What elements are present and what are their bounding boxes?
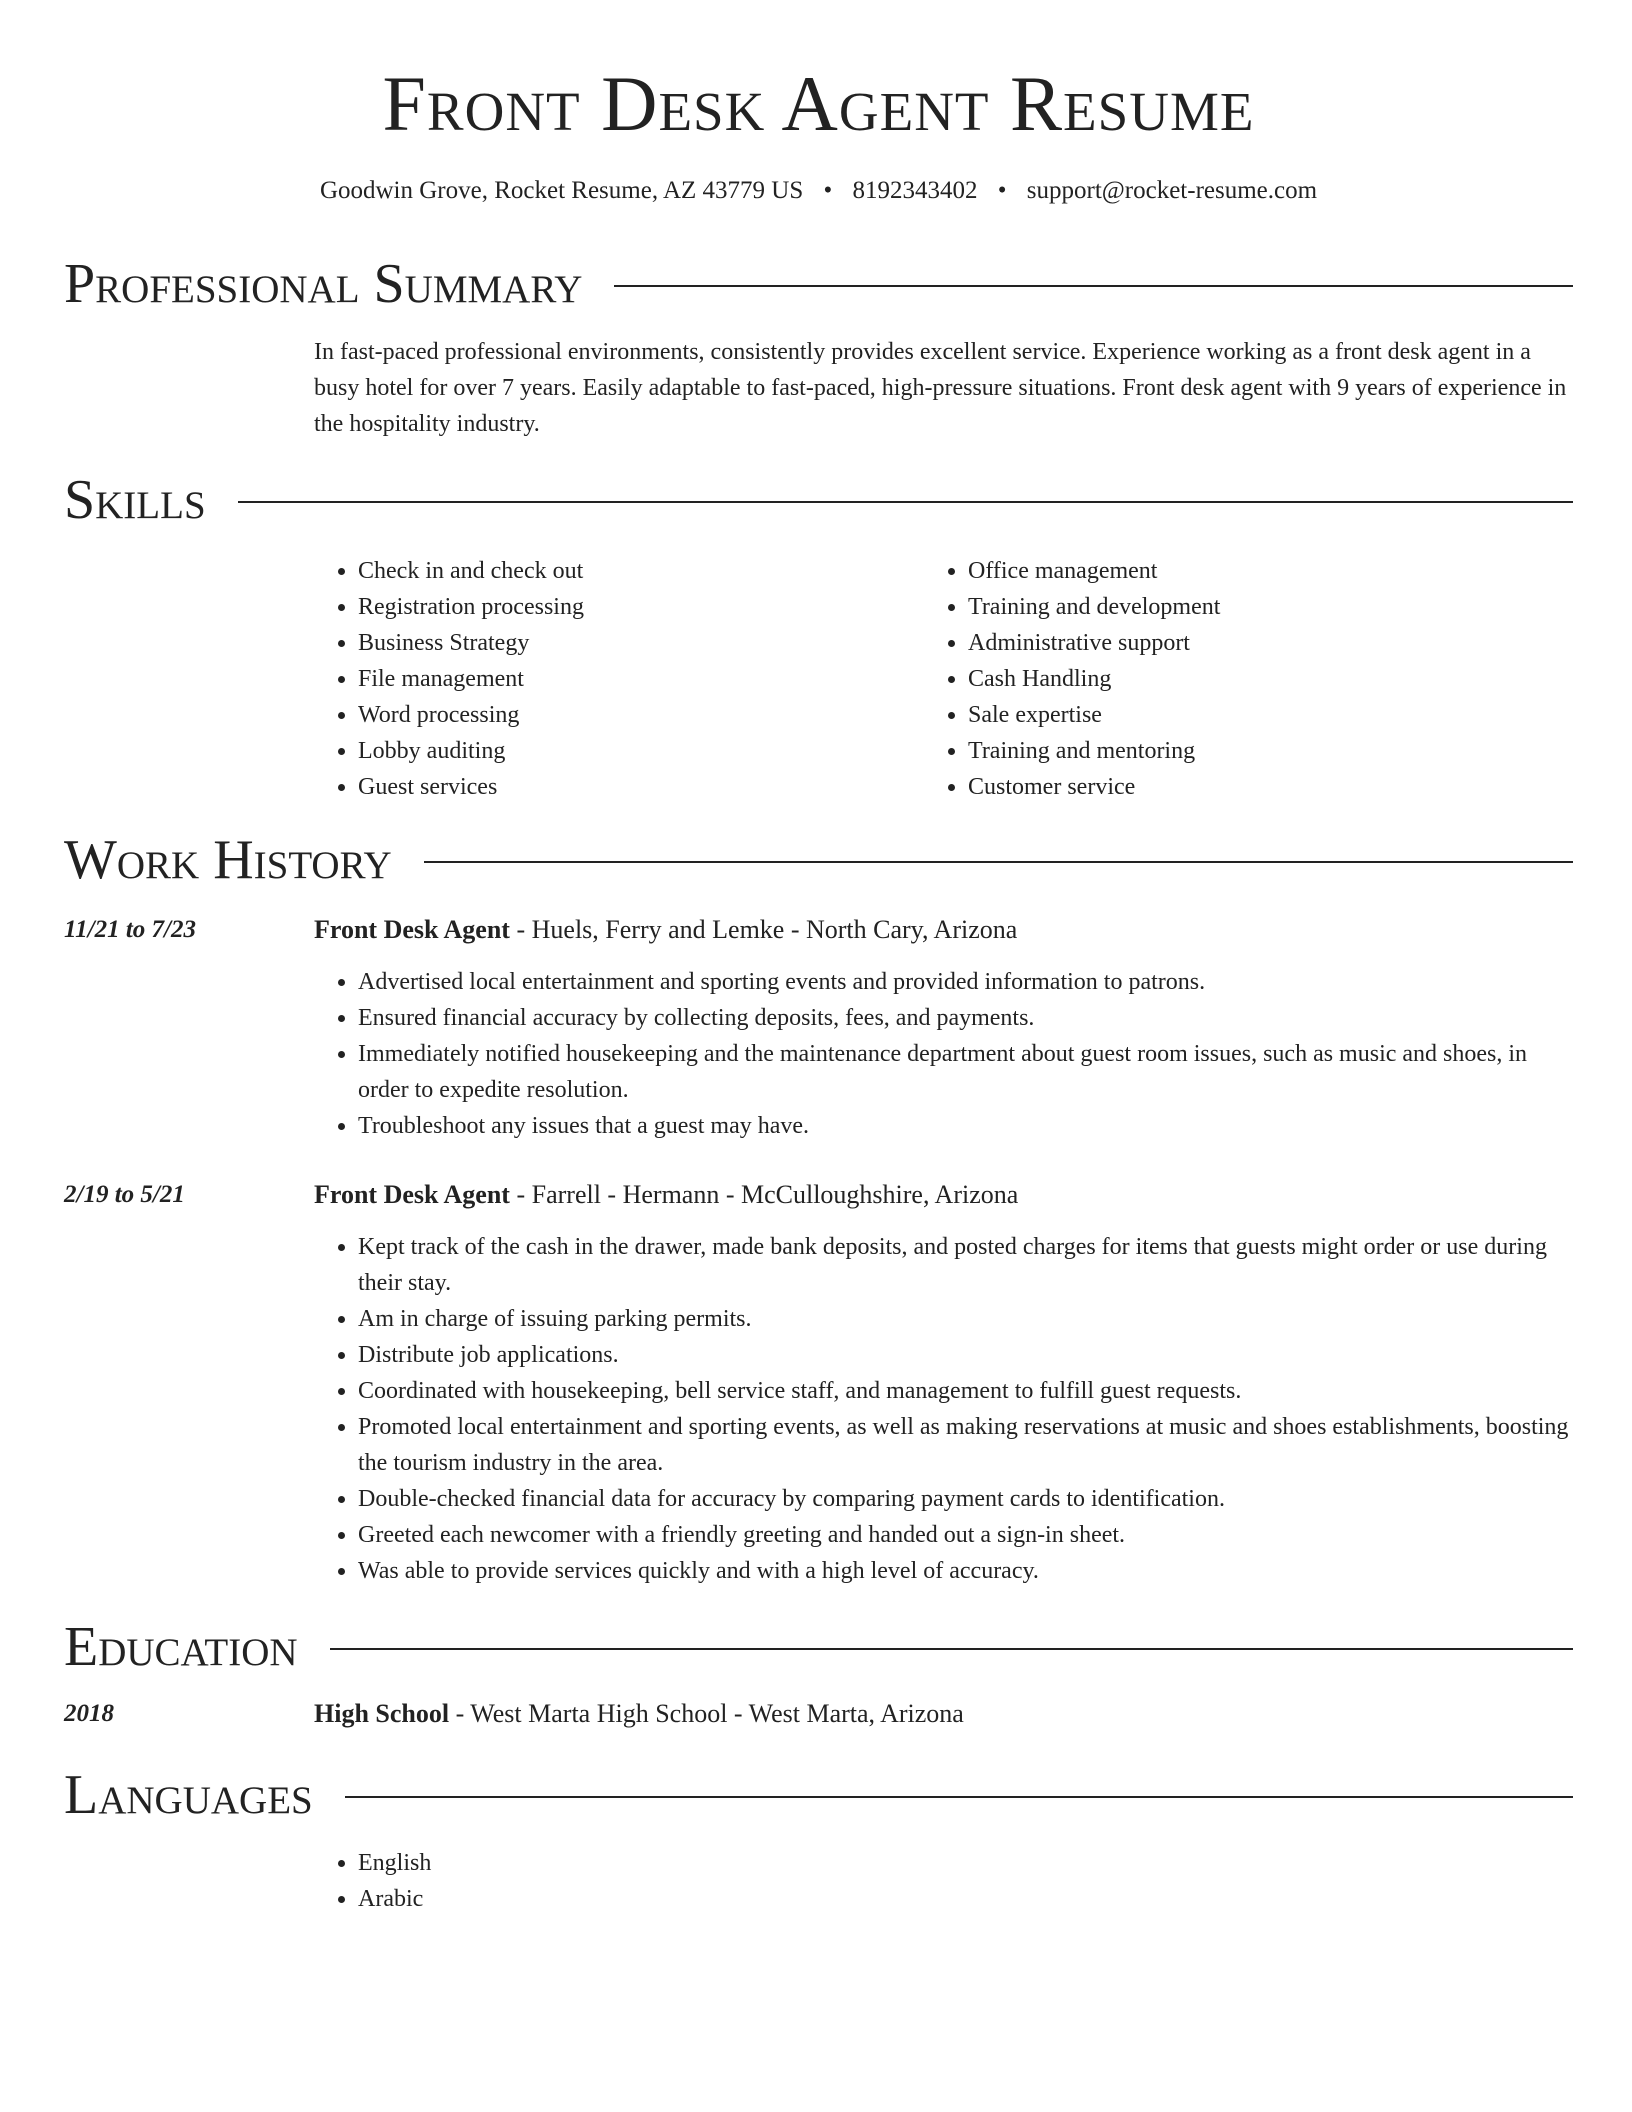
- skill-item: • Lobby auditing: [358, 733, 914, 769]
- job-dates: 2/19 to 5/21: [64, 1181, 185, 1208]
- skill-item: • Word processing: [358, 697, 914, 733]
- section-divider: [238, 501, 1573, 503]
- contact-separator: •: [823, 177, 833, 204]
- skill-item: • Training and development: [968, 589, 1524, 625]
- job-duty-item: • Distribute job applications.: [358, 1337, 1574, 1373]
- skill-item: • Cash Handling: [968, 661, 1524, 697]
- languages-heading: Languages: [64, 1764, 313, 1826]
- job-duty-item: • Am in charge of issuing parking permits.: [358, 1301, 1574, 1337]
- summary-heading: Professional Summary: [64, 253, 583, 315]
- job-duty-item: • Coordinated with housekeeping, bell service staff, and management to fulfill guest requests.: [358, 1373, 1574, 1409]
- skill-item: • Administrative support: [968, 625, 1524, 661]
- job-duty-item: • Promoted local entertainment and sporting events, as well as making reservations at music and shoes establishments, boosting the tourism industry in the area.: [358, 1409, 1574, 1481]
- section-divider: [345, 1796, 1573, 1798]
- skill-item: • Sale expertise: [968, 697, 1524, 733]
- contact-line: [64, 174, 1573, 208]
- job-duty-item: • Greeted each newcomer with a friendly greeting and handed out a sign-in sheet.: [358, 1517, 1574, 1553]
- skill-item: • Guest services: [358, 769, 914, 805]
- languages-section-header: [64, 1763, 1573, 1827]
- skills-column-left: [314, 553, 914, 805]
- languages-list: [314, 1845, 1574, 1917]
- section-divider: [614, 285, 1573, 287]
- job-duty-item: • Kept track of the cash in the drawer, made bank deposits, and posted charges for items that guests might order or use during their stay.: [358, 1229, 1574, 1301]
- resume-page: [64, 0, 1573, 1912]
- skills-column-right: [924, 553, 1524, 805]
- work-section-header: [64, 828, 1573, 892]
- job-duty-item: • Troubleshoot any issues that a guest may have.: [358, 1108, 1574, 1144]
- skill-item: • Customer service: [968, 769, 1524, 805]
- job-employer: - Huels, Ferry and Lemke - North Cary, Arizona: [509, 915, 1018, 944]
- contact-separator: •: [997, 177, 1007, 204]
- job-duty-item: • Double-checked financial data for accuracy by comparing payment cards to identification.: [358, 1481, 1574, 1517]
- contact-phone: 8192343402: [852, 177, 978, 204]
- summary-text: In fast-paced professional environments, consistently provides excellent service. Experience working as a front desk agent in a busy hotel for over 7 years. Easily adaptable to fast-paced, high-pressure situations. Front desk agent with 9 years of experience in the hospitality industry.: [314, 339, 1567, 437]
- job-title: Front Desk Agent: [314, 915, 510, 944]
- skill-item: • File management: [358, 661, 914, 697]
- job-duty-item: • Was able to provide services quickly and with a high level of accuracy.: [358, 1553, 1574, 1589]
- skill-item: • Business Strategy: [358, 625, 914, 661]
- skill-item: • Check in and check out: [358, 553, 914, 589]
- work-heading: Work History: [64, 829, 392, 891]
- skill-item: • Office management: [968, 553, 1524, 589]
- skills-heading: Skills: [64, 469, 206, 531]
- education-year: 2018: [64, 1700, 114, 1727]
- education-heading: Education: [64, 1616, 298, 1678]
- job-dates: 11/21 to 7/23: [64, 916, 196, 943]
- job-duties: [314, 1229, 1574, 1589]
- resume-title: Front Desk Agent Resume: [382, 60, 1255, 147]
- skills-section-header: [64, 468, 1573, 532]
- education-entry: [314, 1697, 964, 1731]
- job-duties: [314, 964, 1574, 1144]
- language-item: • English: [358, 1845, 1574, 1881]
- job-employer: - Farrell - Hermann - McCulloughshire, Arizona: [509, 1180, 1019, 1209]
- section-divider: [424, 861, 1573, 863]
- language-item: • Arabic: [358, 1881, 1574, 1917]
- skill-item: • Training and mentoring: [968, 733, 1524, 769]
- contact-email: support@rocket-resume.com: [1026, 177, 1318, 204]
- job-duty-item: • Immediately notified housekeeping and the maintenance department about guest room issues, such as music and shoes, in order to expedite resolution.: [358, 1036, 1574, 1108]
- education-degree: High School: [314, 1699, 450, 1728]
- job-duty-item: • Ensured financial accuracy by collecting deposits, fees, and payments.: [358, 1000, 1574, 1036]
- education-section-header: [64, 1615, 1573, 1679]
- job-heading: [314, 913, 1017, 947]
- section-divider: [330, 1648, 1573, 1650]
- job-heading: [314, 1178, 1018, 1212]
- job-title: Front Desk Agent: [314, 1180, 510, 1209]
- job-duty-item: • Advertised local entertainment and sporting events and provided information to patrons.: [358, 964, 1574, 1000]
- summary-section-header: [64, 252, 1573, 316]
- skill-item: • Registration processing: [358, 589, 914, 625]
- education-school: - West Marta High School - West Marta, Arizona: [449, 1699, 964, 1728]
- contact-address: Goodwin Grove, Rocket Resume, AZ 43779 US: [319, 177, 804, 204]
